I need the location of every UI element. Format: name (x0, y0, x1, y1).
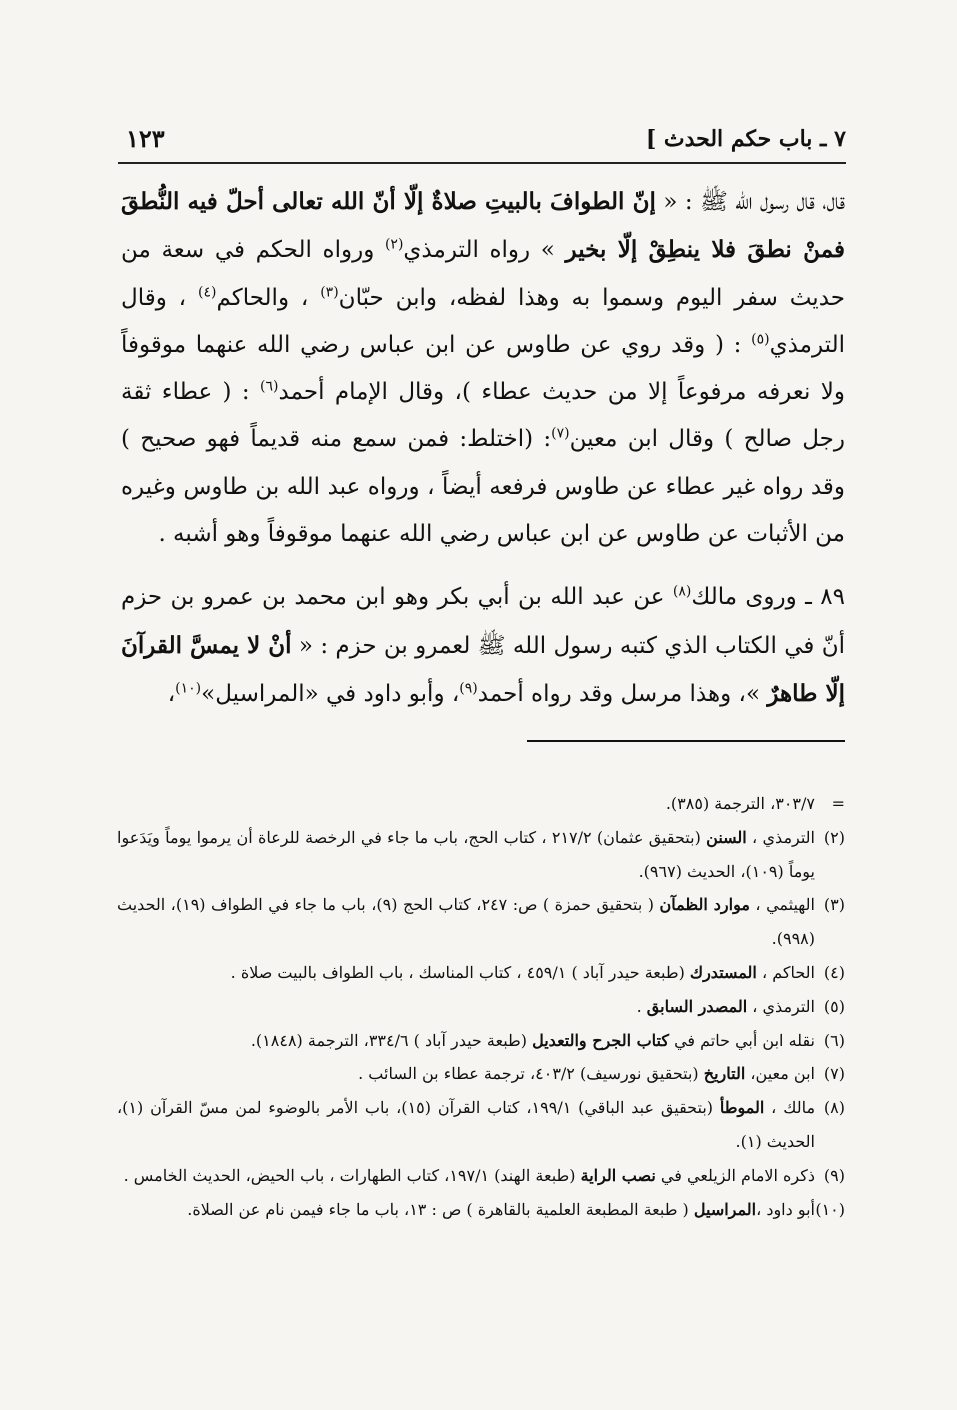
footnote-ref: (٤) (197, 283, 217, 300)
hadith-quote: أنْ لا يمسَّ القرآنَ إلّا طاهرٌ (121, 631, 845, 707)
footnote: (١٠)أبو داود ،المراسيل ( طبعة المطبعة العلمية بالقاهرة ) ص : ١٣، باب ما جاء فيمن نام عن الصلاة. (187, 1199, 845, 1219)
footnote-ref: (٩) (459, 680, 478, 697)
paragraph-hadith-89: ٨٩ ـ وروى مالك$^{(٨)}$ عن عبد الله بن أبي بكر وهو ابن محمد بن عمرو بن حزم أنّ في الكتاب الذي كتبه رسول الله ﷺ لعمرو بن حزم : « أنْ لا يمسَّ القرآنَ إلّا طاهرٌ »، وهذا مرسل وقد رواه أحمد$^{(٩)}$، وأبو داود في «المراسيل»$^{(١٠)}$، (121, 583, 846, 707)
page-number: ١٢٣ (126, 124, 165, 153)
footnote: (٨)مالك ، الموطأ (بتحقيق عبد الباقي) ١٩٩/١، كتاب القرآن (١٥)، باب الأمر بالوضوء لمن مسّ القرآن (١)، الحديث (١). (117, 1098, 846, 1151)
running-header (118, 118, 846, 164)
footnote: (٧)ابن معين، التاريخ (بتحقيق نورسيف) ٤٠٣/٢، ترجمة عطاء بن السائب . (358, 1064, 845, 1084)
footnote-ref: (١٠) (175, 680, 202, 697)
footnote-separator (527, 740, 845, 742)
footnote-ref: (٨) (672, 583, 692, 600)
chapter-title: ٧ ـ باب حكم الحدث ] (645, 126, 846, 152)
footnote: (٦)نقله ابن أبي حاتم في كتاب الجرح والتعديل (طبعة حيدر آباد ) ٣٣٤/٦، الترجمة (١٨٤٨). (250, 1030, 845, 1050)
footnote-ref: (٢) (384, 236, 404, 253)
footnote: (٢)الترمذي ، السنن (بتحقيق عثمان) ٢١٧/٢ ، كتاب الحج، باب ما جاء في الرخصة للرعاة أن يرموا يوماً ويَدَعوا يوماً (١٠٩)، الحديث (٩٦٧). (117, 827, 845, 881)
main-text (121, 178, 845, 718)
hadith-quote: إنّ الطوافَ بالبيتِ صلاةٌ إلّا أنّ الله تعالى أحلّ فيه النُّطقَ فمنْ نطقَ فلا ينطِقْ إلّا بخير (121, 188, 845, 264)
paragraph-hadith-tawaf: قال، قال رسول الله ﷺ : « إنّ الطوافَ بالبيتِ صلاةٌ إلّا أنّ الله تعالى أحلّ فيه النُّطقَ فمنْ نطقَ فلا ينطِقْ إلّا بخير » رواه الترمذي$^{(٢)}$ ورواه الحكم في سعة من حديث سفر اليوم وسموا به وهذا لفظه، وابن حبّان$^{(٣)}$ ، والحاكم$^{(٤)}$ ، وقال الترمذي$^{(٥)}$ : ( وقد روي عن طاوس عن ابن عباس رضي الله عنهما موقوفاً ولا نعرفه مرفوعاً إلا من حديث عطاء )، وقال الإمام أحمد$^{(٦)}$ : ( عطاء ثقة رجل صالح ) وقال ابن معين$^{(٧)}$: (اختلط: فمن سمع منه قديماً فهو صحيح ) وقد رواه غير عطاء عن طاوس فرفعه أيضاً ، ورواه عبد الله بن طاوس وغيره من الأثبات عن طاوس عن ابن عباس رضي الله عنهما موقوفاً وهو أشبه . (121, 188, 846, 548)
footnote: (٤)الحاكم ، المستدرك (طبعة حيدر آباد ) ٤٥٩/١ ، كتاب المناسك ، باب الطواف بالبيت صلاة . (230, 962, 845, 982)
footnote: =٣٠٣/٧، الترجمة (٣٨٥). (665, 794, 845, 813)
footnote-ref: (٧) (551, 425, 570, 442)
footnote: (٩)ذكره الامام الزيلعي في نصب الراية (طبعة الهند) ١٩٧/١، كتاب الطهارات ، باب الحيض، الحديث الخامس . (123, 1165, 845, 1185)
footnote: (٣)الهيثمي ، موارد الظمآن ( بتحقيق حمزة ) ص: ٢٤٧، كتاب الحج (٩)، باب ما جاء في الطواف (١٩)، الحديث (٩٩٨). (117, 895, 846, 949)
footnote-ref: (٣) (320, 283, 339, 300)
footnotes (117, 787, 845, 1226)
footnote-ref: (٥) (751, 331, 770, 348)
footnote-ref: (٦) (260, 378, 279, 395)
footnote: (٥)الترمذي ، المصدر السابق . (636, 996, 845, 1016)
